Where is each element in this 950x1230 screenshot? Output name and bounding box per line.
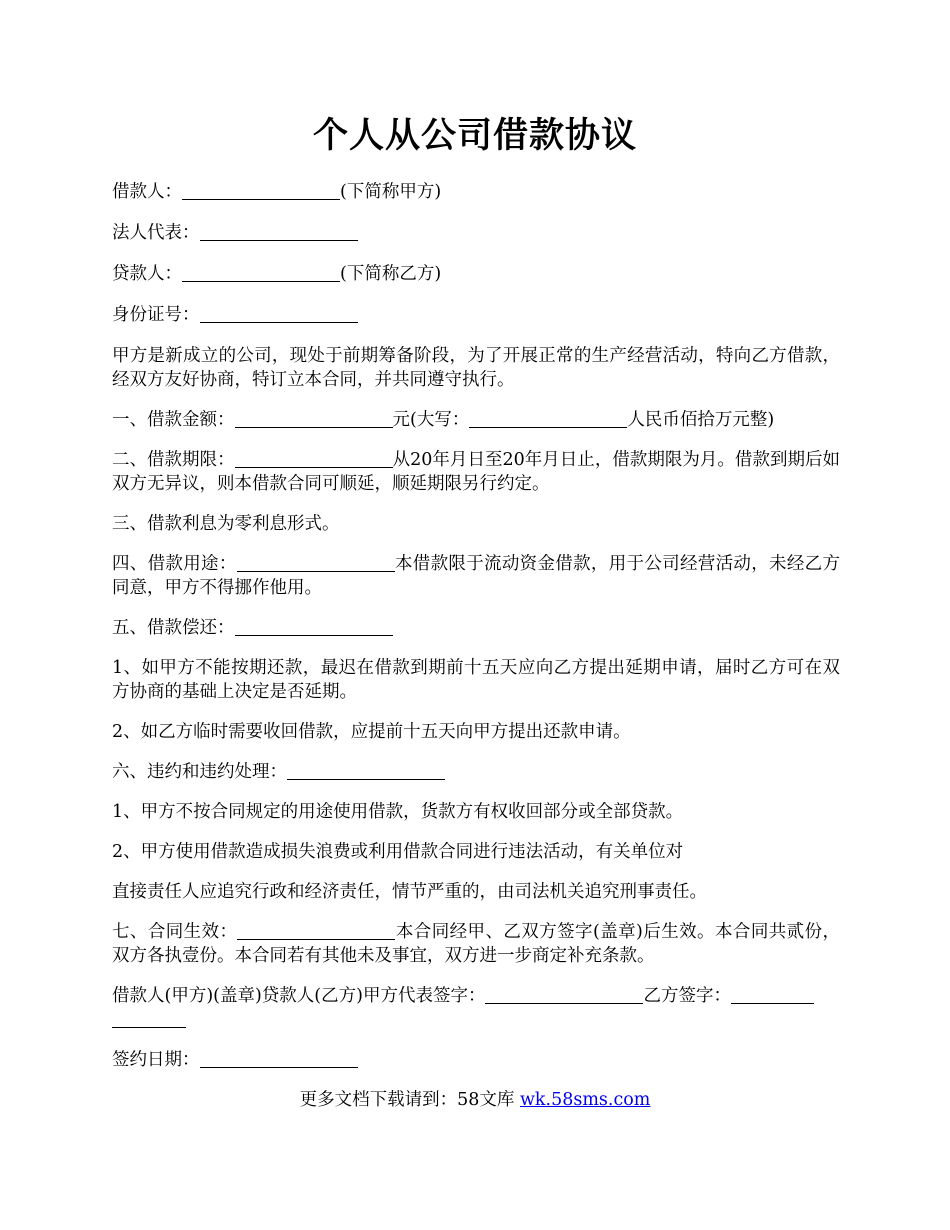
- signature-text: 借款人(甲方)(盖章)贷款人(乙方)甲方代表签字：: [112, 986, 486, 1006]
- legal-rep-label: 法人代表：: [112, 223, 200, 243]
- clause-interest: 三、借款利息为零利息形式。: [112, 514, 340, 534]
- legal-rep-line: [112, 221, 840, 245]
- breach-item-2: 2、甲方使用借款造成损失浪费或利用借款合同进行违法活动，有关单位对: [112, 842, 684, 862]
- borrower-blank[interactable]: [182, 181, 340, 200]
- borrower-label: 借款人：: [112, 182, 182, 202]
- document-body: [112, 178, 840, 1072]
- party-b-signature-blank[interactable]: [731, 985, 814, 1004]
- lender-suffix: (下简称乙方): [340, 264, 442, 284]
- intro-paragraph: 甲方是新成立的公司，现处于前期筹备阶段，为了开展正常的生产经营活动，特向乙方借款，经双方友好协商，特订立本合同，并共同遵守执行。: [112, 346, 840, 390]
- breach-label: 六、违约和违约处理：: [112, 762, 287, 782]
- clause-breach: [112, 760, 840, 784]
- clause-term: [112, 448, 840, 496]
- purpose-label: 四、借款用途：: [112, 554, 237, 574]
- clause-effect: [112, 920, 840, 968]
- id-line: [112, 303, 840, 327]
- effect-text: 本合同经甲、乙双方签字(盖章)后生效。本合同共贰份，双方各执壹份。本合同若有其他未及事宜，双方进一步商定补充条款。: [112, 922, 840, 966]
- footer-link[interactable]: wk.58sms.com: [519, 1090, 651, 1110]
- lender-blank[interactable]: [182, 263, 340, 282]
- footer: [0, 1088, 950, 1112]
- amount-suffix: 人民币佰拾万元整): [627, 410, 775, 430]
- breach-item-1: 1、甲方不按合同规定的用途使用借款，货款方有权收回部分或全部贷款。: [112, 802, 684, 822]
- party-b-signature-blank-cont[interactable]: [112, 1009, 186, 1028]
- repay-blank[interactable]: [235, 617, 393, 636]
- sign-date-label: 签约日期：: [112, 1050, 200, 1070]
- term-blank[interactable]: [235, 449, 393, 468]
- signature-line: [112, 984, 840, 1032]
- repay-item-1: 1、如甲方不能按期还款，最迟在借款到期前十五天应向乙方提出延期申请，届时乙方可在双方协商的基础上决定是否延期。: [112, 658, 840, 702]
- clause-purpose: [112, 552, 840, 600]
- footer-text: 更多文档下载请到：58文库: [299, 1090, 520, 1110]
- sign-date-line: [112, 1048, 840, 1072]
- amount-mid: 元(大写：: [392, 410, 470, 430]
- party-b-label: 乙方签字：: [643, 986, 731, 1006]
- breach-item-3: 直接责任人应追究行政和经济责任，情节严重的，由司法机关追究刑事责任。: [112, 882, 707, 902]
- amount-label: 一、借款金额：: [112, 410, 235, 430]
- breach-blank[interactable]: [287, 761, 445, 780]
- borrower-line: [112, 180, 840, 204]
- repay-item-2: 2、如乙方临时需要收回借款，应提前十五天向甲方提出还款申请。: [112, 722, 631, 742]
- clause-repay: [112, 616, 840, 640]
- lender-line: [112, 262, 840, 286]
- amount-blank[interactable]: [235, 409, 393, 428]
- legal-rep-blank[interactable]: [200, 222, 358, 241]
- purpose-text: 本借款限于流动资金借款，用于公司经营活动，未经乙方同意，甲方不得挪作他用。: [112, 554, 840, 598]
- term-text: 从20年月日至20年月日止，借款期限为月。借款到期后如双方无异议，则本借款合同可顺延，顺延期限另行约定。: [112, 450, 840, 494]
- id-label: 身份证号：: [112, 305, 200, 325]
- effect-blank[interactable]: [237, 921, 395, 940]
- lender-label: 贷款人：: [112, 264, 182, 284]
- id-blank[interactable]: [200, 304, 358, 323]
- amount-upper-blank[interactable]: [469, 409, 627, 428]
- sign-date-blank[interactable]: [200, 1049, 358, 1068]
- purpose-blank[interactable]: [237, 553, 395, 572]
- term-label: 二、借款期限：: [112, 450, 235, 470]
- party-a-signature-blank[interactable]: [485, 985, 643, 1004]
- clause-amount: [112, 408, 840, 432]
- effect-label: 七、合同生效：: [112, 922, 238, 942]
- document-title: 个人从公司借款协议: [312, 115, 637, 156]
- repay-label: 五、借款偿还：: [112, 618, 235, 638]
- borrower-suffix: (下简称甲方): [340, 182, 442, 202]
